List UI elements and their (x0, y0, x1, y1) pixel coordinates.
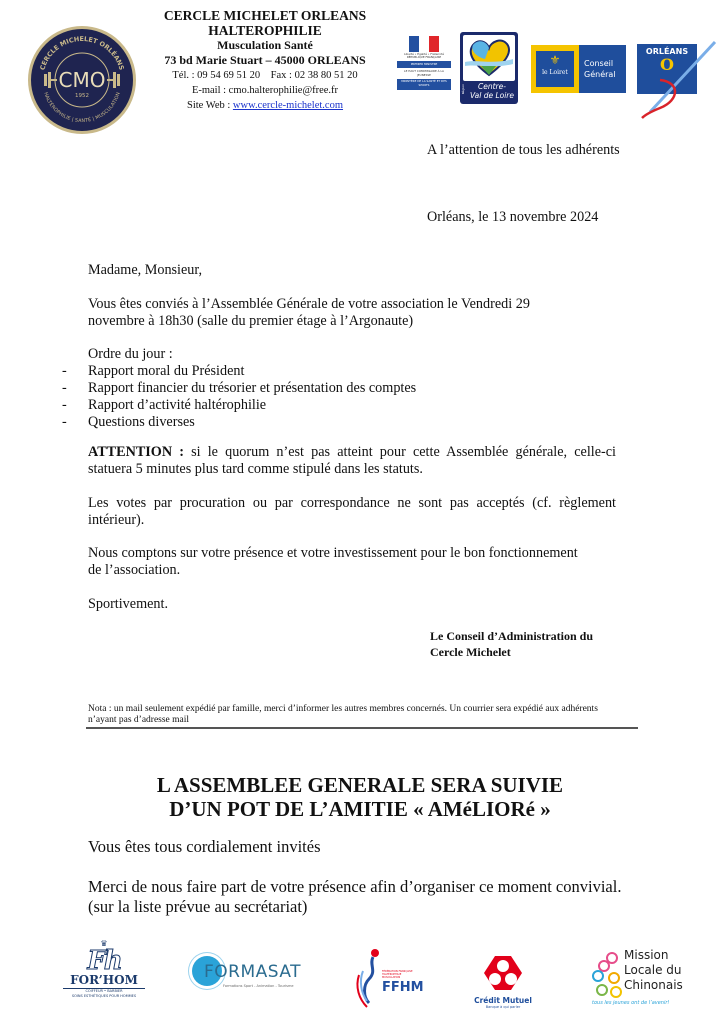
lily-icon: ⚜ (549, 53, 561, 67)
signature-line-2: Cercle Michelet (430, 645, 511, 659)
mission-locale-line-2: Locale du (624, 963, 682, 977)
rsvp-paragraph (88, 877, 621, 917)
forhom-name: FOR’HOM (70, 973, 138, 987)
agenda (62, 346, 616, 431)
forhom-tag-2: SOINS ESTHÉTIQUES POUR HOMMES (71, 994, 137, 998)
agenda-item: - Rapport d’activité haltérophilie (62, 397, 267, 413)
presence-paragraph (88, 545, 616, 579)
invitation-line-1: Vous êtes conviés à l’Assemblée Générale de votre association le Vendredi 29 (88, 296, 530, 312)
org-email: E-mail : cmo.halterophilie@free.fr (191, 85, 339, 96)
announcement-title-line-2: D’UN POT DE L’AMITIE « AMéLIORé » (169, 797, 551, 821)
ffhm-small-text: FÉDÉRATION FRANÇAISE HALTÉROPHILIE MUSCULATION (382, 970, 413, 979)
agenda-title: Ordre du jour : (88, 346, 173, 362)
org-subtitle: Musculation Santé (217, 38, 313, 52)
ministry-republic: RÉPUBLIQUE FRANÇAISE (406, 55, 442, 60)
credit-mutuel-emblem-icon (483, 955, 523, 991)
formasat-name: FORMASAT (204, 962, 302, 982)
rooster-icon (355, 945, 385, 1015)
rsvp-line-1: Merci de nous faire part de votre présence afin d’organiser ce moment convivial. (88, 877, 622, 896)
closing: Sportivement. (88, 596, 168, 612)
region-centre-logo (460, 32, 518, 104)
attention-text: si le quorum n’est pas atteint pour cette Assemblée générale, celle-ci statuera 5 minutes plus tard comme stipulé dans les statuts. (88, 444, 616, 477)
crown-icon: ♛ (100, 939, 108, 948)
loiret-name: le Loiret (542, 69, 568, 76)
region-label: Région (461, 84, 465, 95)
nota-line-2: n’ayant pas d’adresse mail (88, 715, 190, 725)
website-label: Site Web : (186, 100, 233, 111)
ministry-logo (395, 36, 453, 100)
presence-line-2: de l’association. (88, 562, 181, 578)
formasat-logo (190, 952, 310, 996)
region-name-2: Val de Loire (469, 91, 515, 100)
credit-mutuel-name: Crédit Mutuel (474, 996, 532, 1005)
loiret-general: Général (584, 70, 616, 79)
loiret-conseil: Conseil (584, 59, 614, 68)
forhom-tag-1: COIFFEUR • BARBIER (63, 988, 145, 994)
website-link[interactable]: www.cercle-michelet.com (232, 100, 344, 111)
invitation-paragraph (88, 296, 616, 330)
signature-line-1: Le Conseil d’Administration du (430, 629, 594, 643)
separator-rule (86, 727, 638, 729)
announcement-title-line-1: L ASSEMBLEE GENERALE SERA SUIVIE (156, 773, 564, 797)
attention-label: ATTENTION : (88, 444, 184, 460)
org-website-row (140, 98, 390, 113)
orleans-name: ORLÉANS (645, 47, 689, 56)
votes-paragraph: Les votes par procuration ou par correspondance ne sont pas acceptés (cf. règlement intérieur). (88, 495, 616, 528)
forhom-mark: Fh (87, 946, 121, 976)
cmo-logo (28, 26, 136, 134)
credit-mutuel-tagline: Banque à qui parler (485, 1005, 521, 1009)
agenda-item: - Questions diverses (62, 414, 195, 430)
ministry-haut-commissaire: LE HAUT COMMISSAIRE À LA JEUNESSE (404, 69, 444, 77)
announcement-title (60, 773, 660, 821)
heart-icon (463, 35, 515, 81)
org-name: CERCLE MICHELET ORLEANS (163, 8, 367, 23)
cmo-logo-top-text: CERCLE MICHELET ORLÉANS (38, 34, 126, 72)
org-phone-fax: Tél. : 09 54 69 51 20 Fax : 02 38 80 51 20 (172, 70, 358, 81)
forhom-logo (63, 940, 145, 1015)
org-header (140, 8, 390, 113)
nota (88, 704, 648, 726)
invitation-line-2: novembre à 18h30 (salle du premier étage à l’Argonaute) (88, 313, 414, 329)
mission-locale-tagline: tous les jeunes ont de l’avenir! (592, 1000, 670, 1006)
french-flag-icon (409, 36, 439, 52)
orleans-swoosh-icon (630, 40, 720, 120)
ministry-motto: Liberté • Égalité • Fraternité (404, 52, 444, 56)
ministry-sante-sports: MINISTÈRE DE LA SANTÉ ET DES SPORTS (397, 79, 451, 90)
date-line: Orléans, le 13 novembre 2024 (427, 209, 599, 225)
mission-locale-logo (590, 948, 715, 1018)
agenda-item: - Rapport financier du trésorier et présentation des comptes (62, 380, 417, 396)
signature (430, 628, 593, 660)
ffhm-logo (355, 945, 430, 1017)
org-address: 73 bd Marie Stuart – 45000 ORLEANS (164, 53, 366, 67)
salutation: Madame, Monsieur, (88, 262, 203, 278)
region-name-1: Centre- (478, 82, 506, 91)
attention-paragraph (88, 444, 616, 478)
ffhm-name: FFHM (382, 980, 424, 995)
agenda-item: - Rapport moral du Président (62, 363, 245, 379)
mission-locale-line-1: Mission (624, 948, 669, 962)
orleans-letter: O (660, 55, 674, 74)
ministry-premier: PREMIER MINISTRE (397, 61, 451, 68)
rsvp-line-2: (sur la liste prévue au secrétariat) (88, 897, 308, 916)
credit-mutuel-logo (472, 955, 534, 1015)
loiret-logo (531, 45, 626, 93)
nota-line-1: Nota : un mail seulement expédié par famille, merci d’informer les autres membres concernés. Un courrier sera expédié aux adhérents (88, 704, 598, 714)
invite-line: Vous êtes tous cordialement invités (88, 837, 321, 856)
presence-line-1: Nous comptons sur votre présence et votre investissement pour le bon fonctionnement (88, 545, 578, 561)
mission-locale-line-3: Chinonais (624, 978, 683, 992)
cmo-logo-year: 1952 (75, 93, 89, 99)
cmo-logo-initials: CMO (58, 68, 106, 92)
org-section: HALTEROPHILIE (208, 23, 322, 38)
cmo-logo-bottom-text: HALTÉROPHILIE | SANTÉ | MUSCULATION (41, 91, 123, 125)
formasat-tagline: Formations Sport - Animation - Tourisme (223, 984, 294, 988)
recipient-line: A l’attention de tous les adhérents (427, 142, 620, 158)
mission-locale-rings-icon (590, 952, 624, 998)
